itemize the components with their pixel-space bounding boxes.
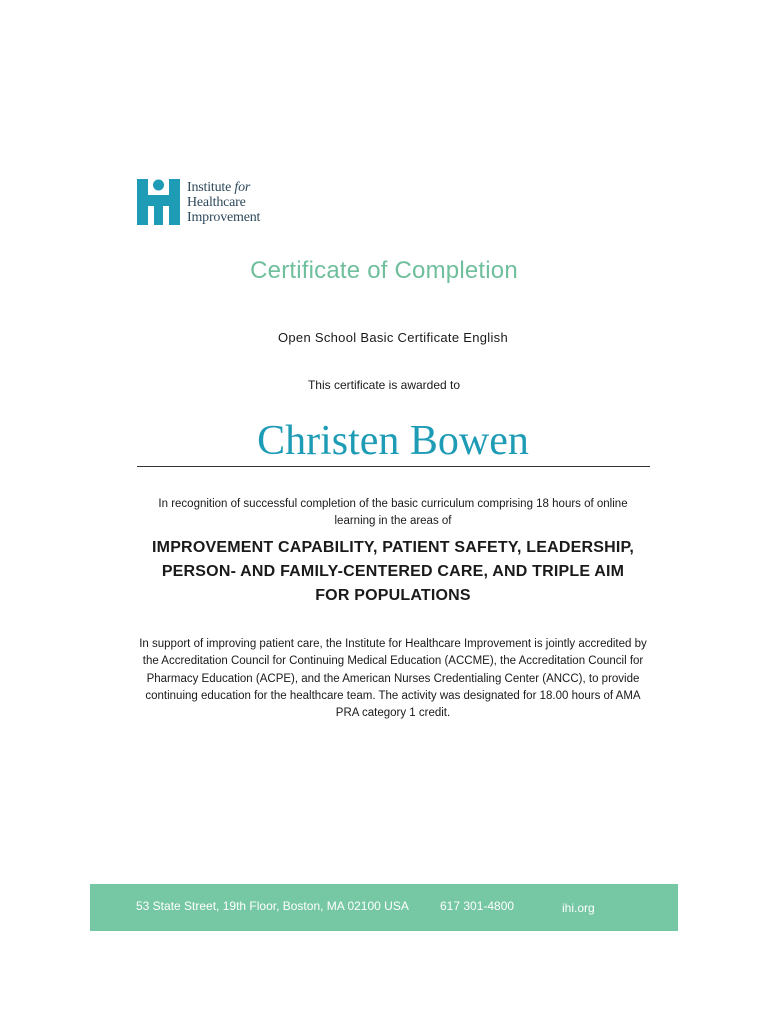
footer-bar xyxy=(90,884,678,931)
curriculum-areas-line: IMPROVEMENT CAPABILITY, PATIENT SAFETY, LEADERSHIP, xyxy=(152,539,634,556)
course-name: Open School Basic Certificate English xyxy=(277,330,509,345)
recipient-name: Christen Bowen xyxy=(257,418,529,464)
curriculum-areas xyxy=(120,536,666,608)
logo-line-for: for xyxy=(234,180,251,195)
ihi-logo-mark-icon xyxy=(137,179,180,225)
curriculum-areas-line: FOR POPULATIONS xyxy=(315,587,471,604)
name-underline-divider xyxy=(137,466,650,467)
logo-line-healthcare: Healthcare xyxy=(187,195,246,210)
accreditation-statement: In support of improving patient care, the Institute for Healthcare Improvement is jointly accredited by the Accreditation Council for Continuing Medical Education (ACCME), the Accreditation Council for Pharmacy Education (ACPE), and the American Nurses Credentialing Center (ANCC), to provide continuing education for the healthcare team. The activity was designated for 18.00 hours of AMA PRA category 1 credit. xyxy=(139,638,647,720)
footer-address: 53 State Street, 19th Floor, Boston, MA 02100 USA xyxy=(136,899,409,913)
logo-line-improvement: Improvement xyxy=(187,210,261,225)
logo-wordmark xyxy=(187,180,260,225)
logo-line-institute: Institute xyxy=(187,180,232,195)
footer-website-link[interactable]: ihi.org xyxy=(562,901,595,915)
ihi-logo xyxy=(137,179,277,227)
certificate-title: Certificate of Completion xyxy=(250,257,518,284)
awarded-to-label: This certificate is awarded to xyxy=(307,378,461,392)
recognition-statement: In recognition of successful completion of the basic curriculum comprising 18 hours of online learning in the areas of xyxy=(158,498,628,527)
curriculum-areas-line: PERSON- AND FAMILY-CENTERED CARE, AND TRIPLE AIM xyxy=(161,563,625,580)
footer-phone: 617 301-4800 xyxy=(440,899,515,913)
